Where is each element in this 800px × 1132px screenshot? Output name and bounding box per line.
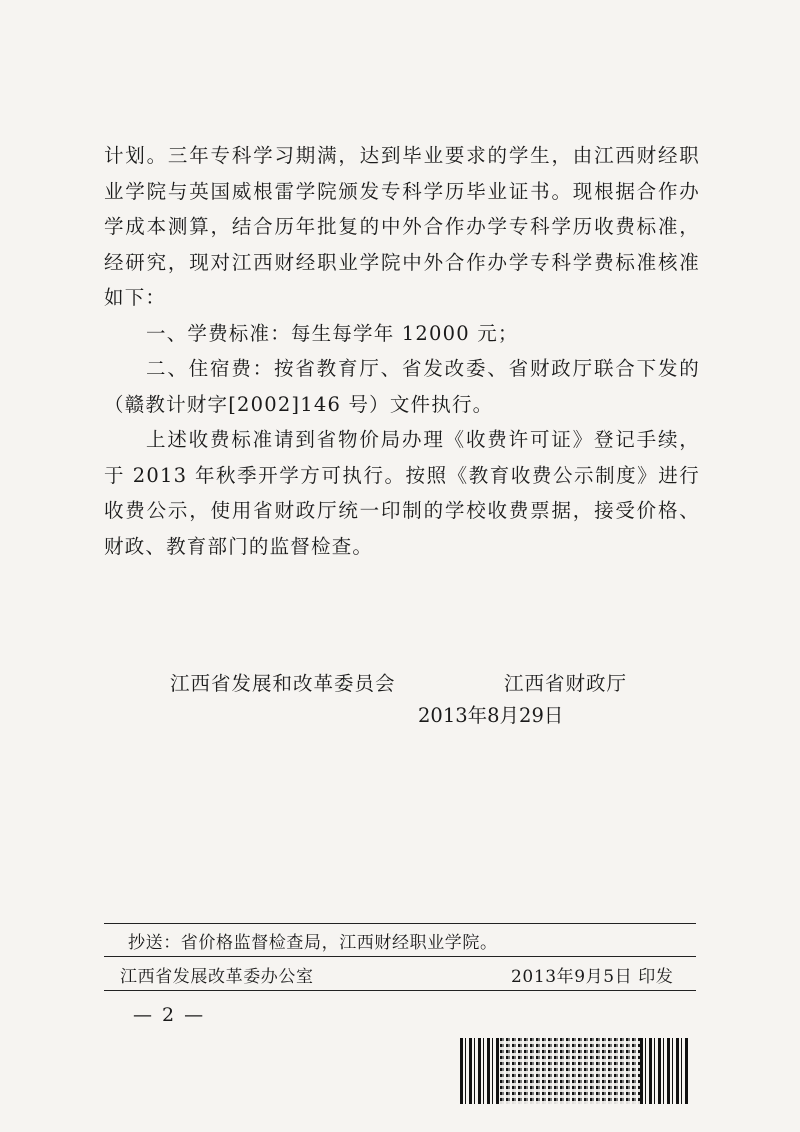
footer-rule-top: [104, 923, 696, 924]
signature-date: 2013年8月29日: [418, 704, 564, 727]
paragraph-plan: 计划。三年专科学习期满，达到毕业要求的学生，由江西财经职业学院与英国威根雷学院颁发专科学历毕业证书。现根据合作办学成本测算，结合历年批复的中外合作办学专科学历收费标准，经研究，现对江西财经职业学院中外合作办学专科学费标准核准如下：: [104, 144, 700, 309]
footer-rule-bottom: [104, 990, 696, 991]
signature-block: [0, 668, 800, 728]
issue-date: 2013年9月5日 印发: [511, 967, 674, 987]
footer-rule-middle: [104, 956, 696, 957]
qr-code-icon: [500, 1038, 640, 1104]
paragraph-accommodation: 二、住宿费：按省教育厅、省发改委、省财政厅联合下发的（赣教计财字[2002]146 号）文件执行。: [104, 357, 700, 416]
signer-finance-department: 江西省财政厅: [504, 672, 628, 695]
document-body: [104, 138, 700, 564]
barcode-icon: [460, 1038, 690, 1104]
signer-development-commission: 江西省发展和改革委员会: [170, 672, 396, 695]
paragraph-execution: 上述收费标准请到省物价局办理《收费许可证》登记手续，于 2013 年秋季开学方可执行。按照《教育收费公示制度》进行收费公示，使用省财政厅统一印制的学校收费票据，接受价格、财政、教育部门的监督检查。: [104, 428, 700, 558]
issuer: 江西省发展改革委办公室: [120, 967, 314, 987]
paragraph-tuition: 一、学费标准：每生每学年 12000 元；: [146, 321, 519, 345]
page-number: — 2 —: [133, 1004, 206, 1026]
cc-line: 抄送：省价格监督检查局，江西财经职业学院。: [128, 933, 498, 953]
